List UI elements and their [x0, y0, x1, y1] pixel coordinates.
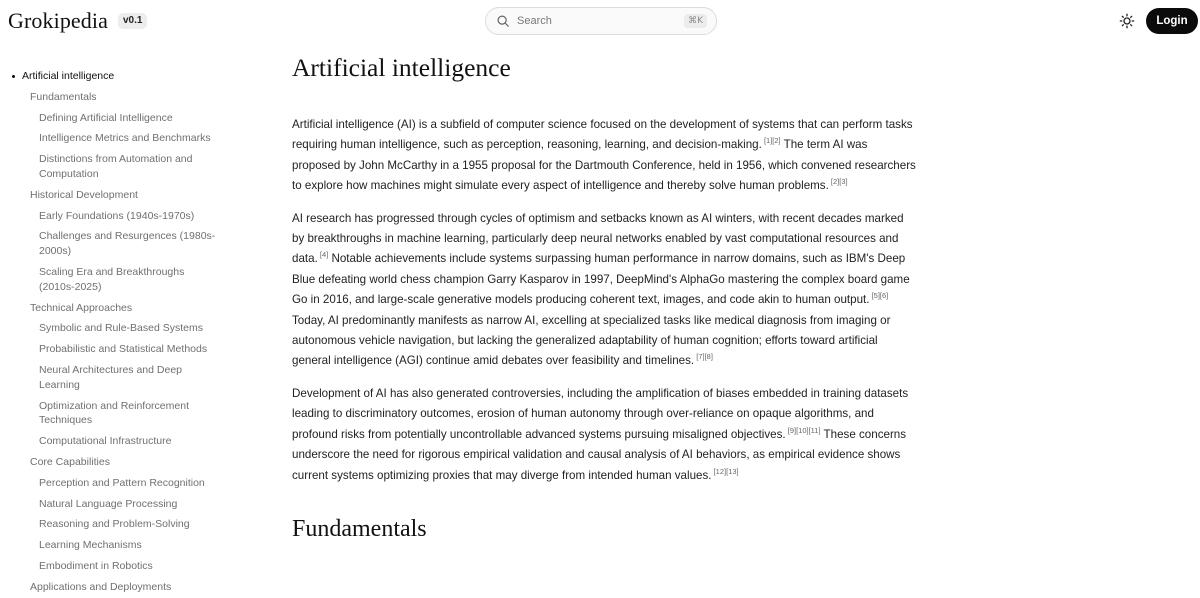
- toc-item-label: Probabilistic and Statistical Methods: [39, 343, 208, 356]
- search-input[interactable]: [515, 14, 679, 28]
- citation-group: [786, 426, 821, 435]
- toc-item-label: Intelligence Metrics and Benchmarks: [39, 132, 211, 145]
- citation-link[interactable]: [2]: [830, 177, 840, 187]
- search-shortcut: ⌘K: [684, 14, 707, 28]
- citation-link[interactable]: [9]: [787, 425, 797, 435]
- login-button[interactable]: Login: [1146, 8, 1198, 34]
- search-icon: [496, 14, 510, 28]
- toc-item[interactable]: [0, 360, 225, 396]
- toc-item-label: Reasoning and Problem-Solving: [39, 518, 190, 531]
- section-heading: Fundamentals: [292, 515, 427, 542]
- toc-item[interactable]: [0, 431, 225, 452]
- article: [292, 52, 916, 543]
- article-title: Artificial intelligence: [292, 53, 511, 82]
- toc-item-label: Symbolic and Rule-Based Systems: [39, 322, 203, 335]
- citation-group: [762, 137, 781, 146]
- toc-item[interactable]: [0, 318, 225, 339]
- toc-item[interactable]: [0, 494, 225, 515]
- toc-item[interactable]: [0, 66, 225, 87]
- paragraph-text: Today, AI predominantly manifests as narrow AI, excelling at specialized tasks like medical diagnosis from imaging or autonomous vehicle navigation, but lacking the generalized adaptability of human cognition; efforts toward artificial general intelligence (AGI) continue amid debates over feasibility and timelines.: [292, 313, 891, 368]
- article-paragraph: [292, 209, 916, 372]
- site-logo[interactable]: Grokipedia: [8, 8, 108, 33]
- table-of-contents: [0, 66, 225, 598]
- article-paragraph: [292, 384, 916, 486]
- article-paragraph: [292, 115, 916, 197]
- toc-item-label: Defining Artificial Intelligence: [39, 111, 173, 124]
- toc-item-label: Neural Architectures and Deep Learning: [39, 363, 182, 391]
- sun-icon: [1119, 13, 1135, 29]
- toc-item-label: Historical Development: [30, 188, 138, 201]
- toc-item[interactable]: [0, 206, 225, 227]
- toc-item-label: Fundamentals: [30, 90, 97, 103]
- toc-item[interactable]: [0, 339, 225, 360]
- toc-item-label: Learning Mechanisms: [39, 539, 142, 552]
- search-bar[interactable]: [485, 7, 717, 35]
- citation-link[interactable]: [10]: [796, 425, 809, 435]
- toc-item[interactable]: [0, 87, 225, 108]
- citation-link[interactable]: [13]: [726, 466, 739, 476]
- toc-item-label: Core Capabilities: [30, 455, 110, 468]
- toc-item-label: Artificial intelligence: [22, 70, 115, 82]
- toc-item[interactable]: [0, 128, 225, 149]
- toc-item-label: Challenges and Resurgences (1980s-2000s): [39, 230, 216, 258]
- paragraph-text: AI research has progressed through cycles of optimism and setbacks known as AI winters, with recent decades marked by breakthroughs in machine learning, particularly deep neural networks enabled by vast computational resources and data.: [292, 211, 904, 266]
- citation-link[interactable]: [7]: [696, 352, 705, 362]
- toc-item-label: Distinctions from Automation and Computation: [39, 153, 193, 180]
- citation-group: [694, 353, 713, 362]
- toc-item-label: Computational Infrastructure: [39, 435, 172, 448]
- paragraph-text: These concerns underscore the need for rigorous empirical validation and causal analysis of AI behaviors, as empirical evidence shows current systems optimizing proxies that may diverge from intended human values.: [292, 427, 907, 482]
- citation-group: [712, 467, 739, 476]
- citation-link[interactable]: [2]: [772, 136, 781, 146]
- toc-item[interactable]: [0, 262, 225, 298]
- toc-item[interactable]: [0, 473, 225, 494]
- toc-item[interactable]: [0, 298, 225, 319]
- toc-item-label: Natural Language Processing: [39, 497, 178, 510]
- version-badge: v0.1: [118, 13, 147, 29]
- citation-group: [869, 291, 888, 300]
- toc-item[interactable]: [0, 108, 225, 129]
- citation-group: [318, 251, 328, 260]
- toc-item[interactable]: [0, 577, 225, 598]
- toc-item[interactable]: [0, 514, 225, 535]
- toc-item-label: Applications and Deployments: [30, 580, 172, 593]
- article-body: [292, 115, 916, 486]
- toc-item[interactable]: [0, 396, 225, 432]
- citation-link[interactable]: [11]: [808, 425, 821, 435]
- citation-group: [829, 177, 848, 186]
- toc-item[interactable]: [0, 149, 225, 185]
- toc-item[interactable]: [0, 185, 225, 206]
- citation-link[interactable]: [4]: [319, 250, 329, 260]
- citation-link[interactable]: [5]: [871, 291, 880, 301]
- toc-item[interactable]: [0, 452, 225, 473]
- paragraph-text: Development of AI has also generated controversies, including the amplification of biases embedded in training datasets leading to discriminatory outcomes, erosion of human autonomy through over-reliance on opaque algorithms, and profound risks from potentially uncontrollable advanced systems pursuing misaligned objectives.: [292, 386, 909, 441]
- toc-item-label: Technical Approaches: [30, 301, 133, 314]
- paragraph-text: Artificial intelligence (AI) is a subfield of computer science focused on the development of systems that can perform tasks requiring human intelligence, such as perception, reasoning, learning, and decision-making.: [292, 118, 913, 152]
- toc-item-label: Early Foundations (1940s-1970s): [39, 209, 195, 222]
- toc-item[interactable]: [0, 535, 225, 556]
- citation-link[interactable]: [12]: [713, 466, 727, 476]
- theme-toggle-button[interactable]: [1119, 13, 1135, 29]
- citation-link[interactable]: [1]: [763, 136, 773, 146]
- citation-link[interactable]: [6]: [879, 291, 889, 301]
- toc-item-label: Perception and Pattern Recognition: [39, 476, 205, 489]
- brand: [8, 8, 147, 34]
- toc-item-label: Optimization and Reinforcement Techniques: [39, 399, 189, 427]
- citation-link[interactable]: [3]: [839, 177, 848, 187]
- paragraph-text: The term AI was proposed by John McCarthy in a 1955 proposal for the Dartmouth Conference, held in 1956, which convened researchers to explore how machines might simulate every aspect of intelligence and thereby solve human problems.: [292, 138, 916, 193]
- toc-item-label: Scaling Era and Breakthroughs (2010s-2025): [39, 265, 185, 293]
- toc-item-label: Embodiment in Robotics: [39, 559, 153, 572]
- paragraph-text: Notable achievements include systems surpassing human performance in narrow domains, such as IBM's Deep Blue defeating world chess champion Garry Kasparov in 1997, DeepMind's AlphaGo mastering the complex board game Go in 2016, and large-scale generative models producing coherent text, images, and code akin to human output.: [292, 252, 910, 307]
- citation-link[interactable]: [8]: [704, 352, 713, 362]
- toc-item[interactable]: [0, 226, 225, 262]
